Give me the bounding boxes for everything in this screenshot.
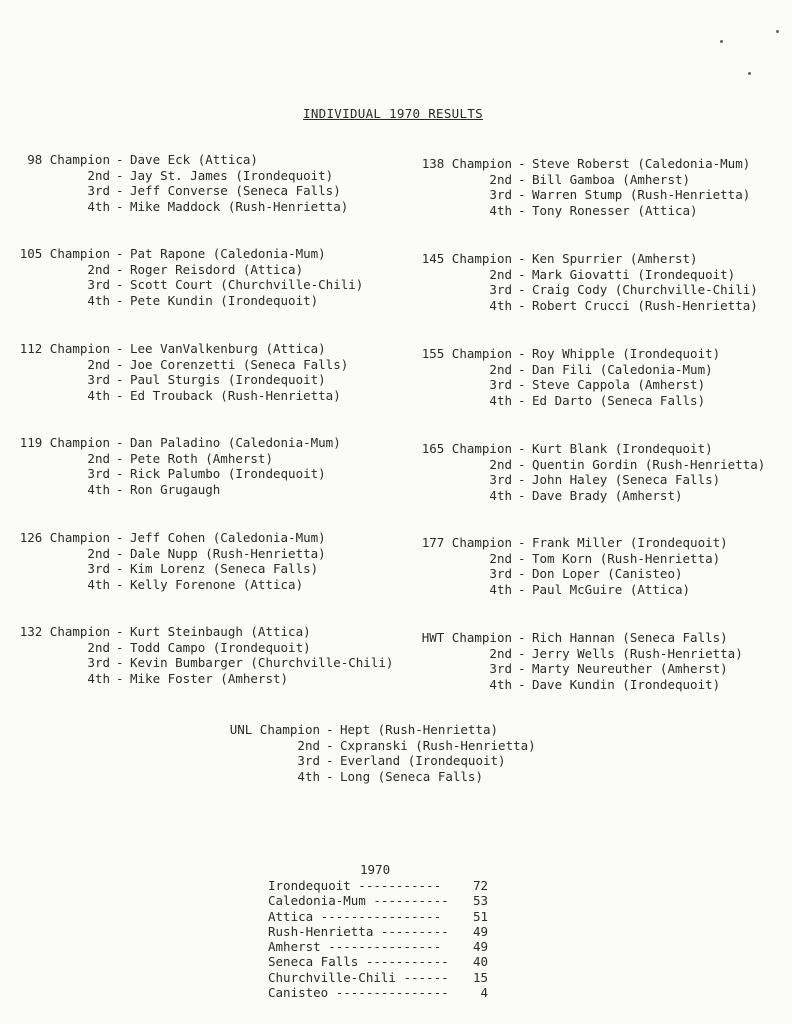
result-row xyxy=(412,566,728,582)
wrestler-name: Lee VanValkenburg (Attica) xyxy=(130,341,326,356)
place-label: 3rd xyxy=(87,277,110,293)
wrestler-name: Craig Cody (Churchville-Chili) xyxy=(532,282,758,298)
wrestler-name: Hept (Rush-Henrietta) xyxy=(340,722,499,737)
result-row xyxy=(0,577,326,593)
place-label: 4th xyxy=(489,202,512,218)
dash-separator: - xyxy=(518,251,526,266)
wrestler-name: Kim Lorenz (Seneca Falls) xyxy=(130,561,319,577)
team-score: 40 xyxy=(472,954,488,970)
wrestler-name: Rich Hannan (Seneca Falls) xyxy=(532,630,728,645)
team-score-row xyxy=(268,909,488,924)
dash-separator: - xyxy=(116,545,124,561)
result-row xyxy=(412,251,758,267)
team-name: Amherst --------------- xyxy=(268,939,442,955)
place-label: 4th xyxy=(87,292,110,308)
place-label: 4th xyxy=(489,297,512,313)
wrestler-name: Jay St. James (Irondequoit) xyxy=(130,167,334,183)
place-label: 2nd xyxy=(489,645,512,661)
result-row xyxy=(412,457,765,473)
wrestler-name: Quentin Gordin (Rush-Henrietta) xyxy=(532,456,766,472)
weight-class-block xyxy=(0,624,393,686)
wrestler-name: Ken Spurrier (Amherst) xyxy=(532,251,698,266)
dash-separator: - xyxy=(518,156,526,171)
result-row xyxy=(0,277,363,293)
wrestler-name: Don Loper (Canisteo) xyxy=(532,566,683,582)
weight-class-block xyxy=(412,441,765,503)
dash-separator: - xyxy=(116,277,124,293)
team-scores-year: 1970 xyxy=(360,862,391,877)
dash-separator: - xyxy=(518,171,526,187)
result-row xyxy=(0,199,348,215)
dash-separator: - xyxy=(116,530,124,545)
place-label: 3rd xyxy=(489,377,512,393)
result-row xyxy=(0,671,393,687)
result-row xyxy=(412,203,750,219)
team-score: 72 xyxy=(472,878,488,893)
team-score: 51 xyxy=(472,908,488,924)
team-score-row xyxy=(268,924,488,939)
place-label: 4th xyxy=(489,676,512,692)
weight-class-block xyxy=(412,156,750,218)
place-label: 98 Champion xyxy=(27,152,110,167)
weight-class-block xyxy=(0,341,348,403)
dash-separator: - xyxy=(116,387,124,403)
place-label: 2nd xyxy=(489,550,512,566)
wrestler-name: Roger Reisdord (Attica) xyxy=(130,261,304,277)
dash-separator: - xyxy=(116,435,124,450)
wrestler-name: John Haley (Seneca Falls) xyxy=(532,472,721,488)
result-row xyxy=(0,372,348,388)
team-score-row xyxy=(268,985,488,1000)
result-row xyxy=(412,377,720,393)
wrestler-name: Mike Foster (Amherst) xyxy=(130,670,289,686)
dash-separator: - xyxy=(518,472,526,488)
wrestler-name: Ed Trouback (Rush-Henrietta) xyxy=(130,387,341,403)
team-score-row xyxy=(268,970,488,985)
dash-separator: - xyxy=(116,466,124,482)
place-label: 2nd xyxy=(87,639,110,655)
team-score-row xyxy=(268,939,488,954)
result-row xyxy=(222,722,536,738)
dash-separator: - xyxy=(116,624,124,639)
wrestler-name: Steve Cappola (Amherst) xyxy=(532,377,706,393)
dash-separator: - xyxy=(518,581,526,597)
wrestler-name: Jeff Cohen (Caledonia-Mum) xyxy=(130,530,326,545)
place-label: 3rd xyxy=(87,183,110,199)
place-label: 3rd xyxy=(87,372,110,388)
result-row xyxy=(412,282,758,298)
dash-separator: - xyxy=(518,346,526,361)
result-row xyxy=(0,435,341,451)
team-scores-table xyxy=(268,878,488,1000)
place-label: 138 Champion xyxy=(421,156,512,171)
dash-separator: - xyxy=(116,152,124,167)
wrestler-name: Kurt Blank (Irondequoit) xyxy=(532,441,713,456)
place-label: 145 Champion xyxy=(421,251,512,266)
wrestler-name: Tom Korn (Rush-Henrietta) xyxy=(532,550,721,566)
place-label: 2nd xyxy=(489,266,512,282)
place-label: 2nd xyxy=(87,450,110,466)
place-label: UNL Champion xyxy=(229,722,320,737)
result-row xyxy=(412,172,750,188)
place-label: 3rd xyxy=(87,561,110,577)
place-label: 4th xyxy=(87,387,110,403)
place-label: 177 Champion xyxy=(421,535,512,550)
dash-separator: - xyxy=(116,450,124,466)
wrestler-name: Long (Seneca Falls) xyxy=(340,768,483,784)
weight-class-block xyxy=(0,246,363,308)
weight-class-block xyxy=(412,630,743,692)
place-label: 4th xyxy=(87,481,110,497)
wrestler-name: Dale Nupp (Rush-Henrietta) xyxy=(130,545,326,561)
weight-class-block xyxy=(412,346,720,408)
team-score: 53 xyxy=(472,893,488,909)
dash-separator: - xyxy=(518,487,526,503)
place-label: 3rd xyxy=(489,187,512,203)
result-row xyxy=(0,168,348,184)
result-row xyxy=(0,624,393,640)
place-label: 3rd xyxy=(489,566,512,582)
dash-separator: - xyxy=(518,566,526,582)
wrestler-name: Robert Crucci (Rush-Henrietta) xyxy=(532,297,758,313)
wrestler-name: Joe Corenzetti (Seneca Falls) xyxy=(130,356,349,372)
place-label: 3rd xyxy=(297,753,320,769)
result-row xyxy=(412,472,765,488)
place-label: 3rd xyxy=(489,282,512,298)
dash-separator: - xyxy=(518,456,526,472)
wrestler-name: Warren Stump (Rush-Henrietta) xyxy=(532,187,751,203)
result-row xyxy=(412,551,728,567)
result-row xyxy=(0,482,341,498)
place-label: 4th xyxy=(87,198,110,214)
team-score-row xyxy=(268,954,488,969)
result-row xyxy=(412,646,743,662)
team-score: 15 xyxy=(472,969,488,985)
wrestler-name: Dave Kundin (Irondequoit) xyxy=(532,676,721,692)
result-row xyxy=(0,262,363,278)
dash-separator: - xyxy=(518,202,526,218)
wrestler-name: Tony Ronesser (Attica) xyxy=(532,202,698,218)
dash-separator: - xyxy=(116,576,124,592)
result-row xyxy=(0,341,348,357)
dash-separator: - xyxy=(518,282,526,298)
dash-separator: - xyxy=(116,670,124,686)
dash-separator: - xyxy=(116,481,124,497)
place-label: 2nd xyxy=(489,171,512,187)
place-label: 3rd xyxy=(489,472,512,488)
result-row xyxy=(412,441,765,457)
weight-class-block xyxy=(412,251,758,313)
dash-separator: - xyxy=(518,645,526,661)
result-row xyxy=(0,546,326,562)
result-row xyxy=(412,156,750,172)
wrestler-name: Everland (Irondequoit) xyxy=(340,753,506,769)
wrestler-name: Roy Whipple (Irondequoit) xyxy=(532,346,721,361)
result-row xyxy=(0,640,393,656)
dash-separator: - xyxy=(518,550,526,566)
result-row xyxy=(0,466,341,482)
result-row xyxy=(0,530,326,546)
place-label: 126 Champion xyxy=(19,530,110,545)
dash-separator: - xyxy=(326,737,334,753)
weight-class-block xyxy=(0,152,348,214)
speck-mark xyxy=(748,72,751,75)
wrestler-name: Bill Gamboa (Amherst) xyxy=(532,171,691,187)
result-row xyxy=(0,183,348,199)
dash-separator: - xyxy=(518,661,526,677)
wrestler-name: Paul McGuire (Attica) xyxy=(532,581,691,597)
dash-separator: - xyxy=(116,639,124,655)
result-row xyxy=(0,246,363,262)
dash-separator: - xyxy=(326,753,334,769)
dash-separator: - xyxy=(518,630,526,645)
dash-separator: - xyxy=(116,561,124,577)
dash-separator: - xyxy=(116,198,124,214)
dash-separator: - xyxy=(518,676,526,692)
wrestler-name: Pat Rapone (Caledonia-Mum) xyxy=(130,246,326,261)
result-row xyxy=(412,488,765,504)
place-label: 2nd xyxy=(87,356,110,372)
wrestler-name: Dan Paladino (Caledonia-Mum) xyxy=(130,435,341,450)
team-score-row xyxy=(268,878,488,893)
result-row xyxy=(0,388,348,404)
place-label: 4th xyxy=(489,392,512,408)
speck-mark xyxy=(720,40,723,43)
place-label: 3rd xyxy=(87,655,110,671)
dash-separator: - xyxy=(326,768,334,784)
wrestler-name: Ron Grugaugh xyxy=(130,481,221,497)
place-label: 4th xyxy=(87,670,110,686)
place-label: 112 Champion xyxy=(19,341,110,356)
result-row xyxy=(222,769,536,785)
place-label: 2nd xyxy=(87,167,110,183)
team-name: Caledonia-Mum ---------- xyxy=(268,893,449,909)
wrestler-name: Dave Eck (Attica) xyxy=(130,152,258,167)
dash-separator: - xyxy=(116,341,124,356)
place-label: 4th xyxy=(297,768,320,784)
wrestler-name: Paul Sturgis (Irondequoit) xyxy=(130,372,326,388)
wrestler-name: Pete Roth (Amherst) xyxy=(130,450,273,466)
place-label: 155 Champion xyxy=(421,346,512,361)
place-label: 105 Champion xyxy=(19,246,110,261)
wrestler-name: Dan Fili (Caledonia-Mum) xyxy=(532,361,713,377)
wrestler-name: Kurt Steinbaugh (Attica) xyxy=(130,624,311,639)
dash-separator: - xyxy=(518,441,526,456)
wrestler-name: Marty Neureuther (Amherst) xyxy=(532,661,728,677)
place-label: 2nd xyxy=(87,261,110,277)
dash-separator: - xyxy=(518,377,526,393)
wrestler-name: Scott Court (Churchville-Chili) xyxy=(130,277,364,293)
result-row xyxy=(0,655,393,671)
dash-separator: - xyxy=(518,266,526,282)
place-label: 2nd xyxy=(489,361,512,377)
dash-separator: - xyxy=(326,722,334,737)
place-label: 3rd xyxy=(489,661,512,677)
weight-class-block xyxy=(412,535,728,597)
result-row xyxy=(412,187,750,203)
result-row xyxy=(412,677,743,693)
dash-separator: - xyxy=(116,183,124,199)
result-row xyxy=(412,535,728,551)
place-label: 2nd xyxy=(489,456,512,472)
result-row xyxy=(0,152,348,168)
wrestler-name: Mike Maddock (Rush-Henrietta) xyxy=(130,198,349,214)
dash-separator: - xyxy=(518,187,526,203)
result-row xyxy=(412,630,743,646)
place-label: 119 Champion xyxy=(19,435,110,450)
team-name: Rush-Henrietta --------- xyxy=(268,923,449,939)
dash-separator: - xyxy=(518,392,526,408)
dash-separator: - xyxy=(116,655,124,671)
team-name: Attica ---------------- xyxy=(268,908,442,924)
wrestler-name: Todd Campo (Irondequoit) xyxy=(130,639,311,655)
wrestler-name: Kelly Forenone (Attica) xyxy=(130,576,304,592)
place-label: 2nd xyxy=(87,545,110,561)
place-label: 4th xyxy=(87,576,110,592)
team-name: Seneca Falls ----------- xyxy=(268,954,449,970)
result-row xyxy=(0,451,341,467)
wrestler-name: Dave Brady (Amherst) xyxy=(532,487,683,503)
result-row xyxy=(0,561,326,577)
team-score-row xyxy=(268,893,488,908)
result-row xyxy=(412,298,758,314)
place-label: 4th xyxy=(489,581,512,597)
team-name: Churchville-Chili ------ xyxy=(268,969,449,985)
speck-mark xyxy=(776,30,779,33)
result-row xyxy=(412,267,758,283)
result-row xyxy=(412,362,720,378)
result-row xyxy=(412,582,728,598)
wrestler-name: Jeff Converse (Seneca Falls) xyxy=(130,183,341,199)
result-row xyxy=(412,346,720,362)
team-score: 49 xyxy=(472,923,488,939)
result-row xyxy=(222,753,536,769)
team-score: 49 xyxy=(472,939,488,955)
wrestler-name: Frank Miller (Irondequoit) xyxy=(532,535,728,550)
dash-separator: - xyxy=(116,292,124,308)
dash-separator: - xyxy=(116,167,124,183)
dash-separator: - xyxy=(116,356,124,372)
dash-separator: - xyxy=(518,361,526,377)
place-label: 3rd xyxy=(87,466,110,482)
team-score: 4 xyxy=(480,985,488,1001)
place-label: 4th xyxy=(489,487,512,503)
page-title: INDIVIDUAL 1970 RESULTS xyxy=(303,106,483,121)
weight-class-block xyxy=(222,722,536,784)
weight-class-block xyxy=(0,530,326,592)
dash-separator: - xyxy=(518,535,526,550)
result-row xyxy=(412,661,743,677)
wrestler-name: Mark Giovatti (Irondequoit) xyxy=(532,266,736,282)
place-label: HWT Champion xyxy=(421,630,512,645)
place-label: 2nd xyxy=(297,737,320,753)
wrestler-name: Kevin Bumbarger (Churchville-Chili) xyxy=(130,655,394,671)
team-name: Canisteo --------------- xyxy=(268,985,449,1001)
dash-separator: - xyxy=(518,297,526,313)
place-label: 132 Champion xyxy=(19,624,110,639)
result-row xyxy=(0,357,348,373)
result-row xyxy=(0,293,363,309)
dash-separator: - xyxy=(116,246,124,261)
team-name: Irondequoit ----------- xyxy=(268,878,442,893)
dash-separator: - xyxy=(116,372,124,388)
wrestler-name: Ed Darto (Seneca Falls) xyxy=(532,392,706,408)
place-label: 165 Champion xyxy=(421,441,512,456)
result-row xyxy=(412,393,720,409)
wrestler-name: Steve Roberst (Caledonia-Mum) xyxy=(532,156,751,171)
dash-separator: - xyxy=(116,261,124,277)
wrestler-name: Jerry Wells (Rush-Henrietta) xyxy=(532,645,743,661)
wrestler-name: Pete Kundin (Irondequoit) xyxy=(130,292,319,308)
wrestler-name: Rick Palumbo (Irondequoit) xyxy=(130,466,326,482)
wrestler-name: Cxpranski (Rush-Henrietta) xyxy=(340,737,536,753)
weight-class-block xyxy=(0,435,341,497)
result-row xyxy=(222,738,536,754)
